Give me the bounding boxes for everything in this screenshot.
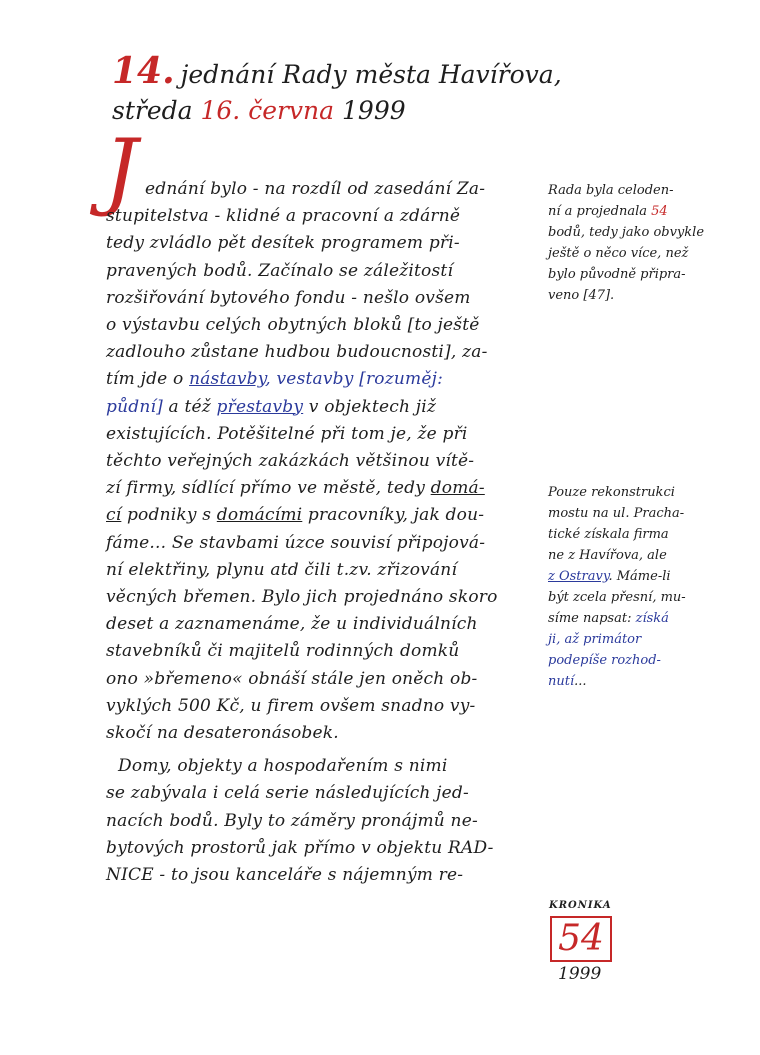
text-segment: bodů, tedy jako obvykle	[548, 225, 705, 240]
text-segment: se zabývala i celá serie následujících jed-	[106, 783, 469, 804]
text-segment: ní a projednala	[548, 204, 652, 219]
text-segment: o výstavbu celých obytných bloků [to ještě	[106, 315, 480, 335]
body-line	[106, 504, 484, 526]
body-line	[106, 287, 471, 309]
text-segment: ji, až primátor	[548, 632, 642, 647]
text-segment: tické získala firma	[548, 527, 669, 542]
text-segment: tedy zvládlo pět desítek programem při-	[106, 233, 460, 254]
text-segment: ednání bylo - na rozdíl od zasedání Za-	[145, 179, 486, 199]
note-line	[548, 222, 738, 243]
text-segment: Domy, objekty a hospodařením s nimi	[118, 756, 448, 777]
text-segment: těchto veřejných zakázkách většinou vítě-	[106, 451, 475, 471]
body-line	[106, 782, 469, 804]
text-segment: získá	[635, 611, 669, 626]
note-line	[548, 243, 738, 264]
note-line	[548, 503, 738, 524]
text-segment: ne z Havířova, ale	[548, 548, 667, 563]
body-line	[118, 755, 447, 777]
text-segment: 54	[651, 204, 668, 219]
note-line	[548, 566, 738, 587]
note-line	[548, 180, 738, 201]
note-line	[548, 285, 738, 306]
text-segment: zí firmy, sídlící přímo ve městě, tedy	[106, 478, 431, 499]
drop-cap: J	[104, 121, 138, 219]
text-segment: vyklých 500 Kč, u firem ovšem snadno vy-	[106, 695, 476, 716]
stamp-label: KRONIKA	[549, 900, 612, 911]
text-segment: stavebníků či majitelů rodinných domků	[106, 641, 460, 662]
text-segment: pravených bodů. Začínalo se záležitostí	[106, 260, 454, 281]
text-segment: nacích bodů. Byly to záměry pronájmů ne-	[106, 810, 478, 831]
body-line	[106, 837, 494, 859]
page-number-stamp: 54	[550, 916, 612, 962]
text-segment: NICE - to jsou kanceláře s nájemným re-	[106, 865, 464, 885]
body-line	[106, 477, 485, 499]
body-line	[106, 260, 453, 282]
body-line	[106, 368, 443, 390]
body-line	[106, 450, 474, 472]
text-segment: být zcela přesní, mu-	[548, 590, 686, 605]
body-line	[106, 205, 460, 227]
text-segment: bytových prostorů jak přímo v objektu RAD-	[106, 837, 494, 858]
text-segment: podepíše rozhod-	[548, 653, 661, 668]
note-line	[548, 629, 738, 650]
heading-title: jednání Rady města Havířova,	[180, 60, 562, 89]
text-segment: pracovníky, jak dou-	[302, 505, 485, 526]
text-segment: ,	[265, 369, 277, 390]
body-line	[106, 396, 436, 418]
note-line	[548, 650, 738, 671]
note-line	[548, 482, 738, 503]
heading-day: středa	[112, 96, 193, 125]
text-segment: domá-	[430, 478, 485, 499]
text-segment: v objektech již	[303, 396, 436, 417]
page-heading	[112, 50, 562, 130]
note-line	[548, 545, 738, 566]
text-segment: . Máme-li	[608, 569, 671, 584]
heading-line-1	[112, 50, 562, 96]
heading-line-2	[112, 96, 562, 130]
text-segment: rozšiřování bytového fondu - nešlo ovšem	[106, 287, 471, 308]
text-segment: Rada byla celoden-	[548, 183, 674, 198]
body-line	[106, 722, 339, 744]
body-line	[106, 613, 478, 635]
text-segment: stupitelstva - klidné a pracovní a zdárně	[106, 206, 461, 227]
text-segment: síme napsat:	[548, 611, 636, 626]
text-segment: cí	[106, 505, 122, 526]
text-segment: ...	[574, 674, 587, 689]
text-segment: ono »břemeno« obnáší stále jen oněch ob-	[106, 668, 478, 689]
body-line	[106, 532, 485, 554]
note-line	[548, 264, 738, 285]
text-segment: mostu na ul. Pracha-	[548, 506, 685, 521]
body-line	[106, 559, 457, 581]
body-line	[106, 810, 478, 832]
text-segment: tím jde o	[106, 369, 190, 390]
body-line	[106, 864, 463, 886]
meeting-number: 14.	[112, 50, 175, 92]
text-segment: bylo původně připra-	[548, 267, 686, 282]
body-line	[106, 640, 459, 662]
body-line	[145, 178, 485, 200]
text-segment: nutí	[548, 674, 575, 689]
note-line	[548, 524, 738, 545]
body-line	[106, 668, 477, 690]
text-segment: ještě o něco více, než	[548, 246, 689, 261]
text-segment: půdní]	[106, 396, 163, 417]
text-segment: veno [47].	[548, 288, 615, 303]
note-line	[548, 587, 738, 608]
text-segment: domácími	[216, 505, 303, 526]
body-line	[106, 586, 498, 608]
body-line	[106, 695, 475, 717]
text-segment: z Ostravy	[548, 569, 609, 584]
heading-year: 1999	[342, 96, 406, 125]
text-segment: věcných břemen. Bylo jich projednáno skoro	[106, 587, 498, 607]
body-line	[106, 232, 460, 254]
heading-date: 16. června	[200, 96, 335, 125]
text-segment: existujících. Potěšitelné při tom je, že při	[106, 423, 468, 444]
text-segment: fáme... Se stavbami úzce souvisí připojová-	[106, 532, 486, 553]
text-segment: nástavby	[189, 369, 266, 390]
note-line	[548, 608, 738, 629]
body-line	[106, 314, 480, 336]
text-segment: a též	[162, 396, 217, 417]
text-segment: vestavby [rozuměj:	[276, 369, 444, 390]
stamp-year: 1999	[558, 964, 602, 984]
side-note-2	[548, 482, 738, 692]
text-segment: ní elektřiny, plynu atd čili t.zv. zřizování	[106, 559, 458, 580]
text-segment: Pouze rekonstrukci	[548, 485, 675, 500]
text-segment: přestavby	[216, 396, 304, 417]
note-line	[548, 201, 738, 222]
side-note-1	[548, 180, 738, 306]
note-line	[548, 671, 738, 692]
body-line	[106, 341, 488, 363]
text-segment: deset a zaznamenáme, že u individuálních	[106, 614, 478, 635]
text-segment: zadlouho zůstane hudbou budoucnosti], za-	[106, 342, 488, 363]
text-segment: skočí na desateronásobek.	[106, 723, 339, 743]
text-segment: podniky s	[121, 505, 217, 526]
body-line	[106, 423, 468, 445]
